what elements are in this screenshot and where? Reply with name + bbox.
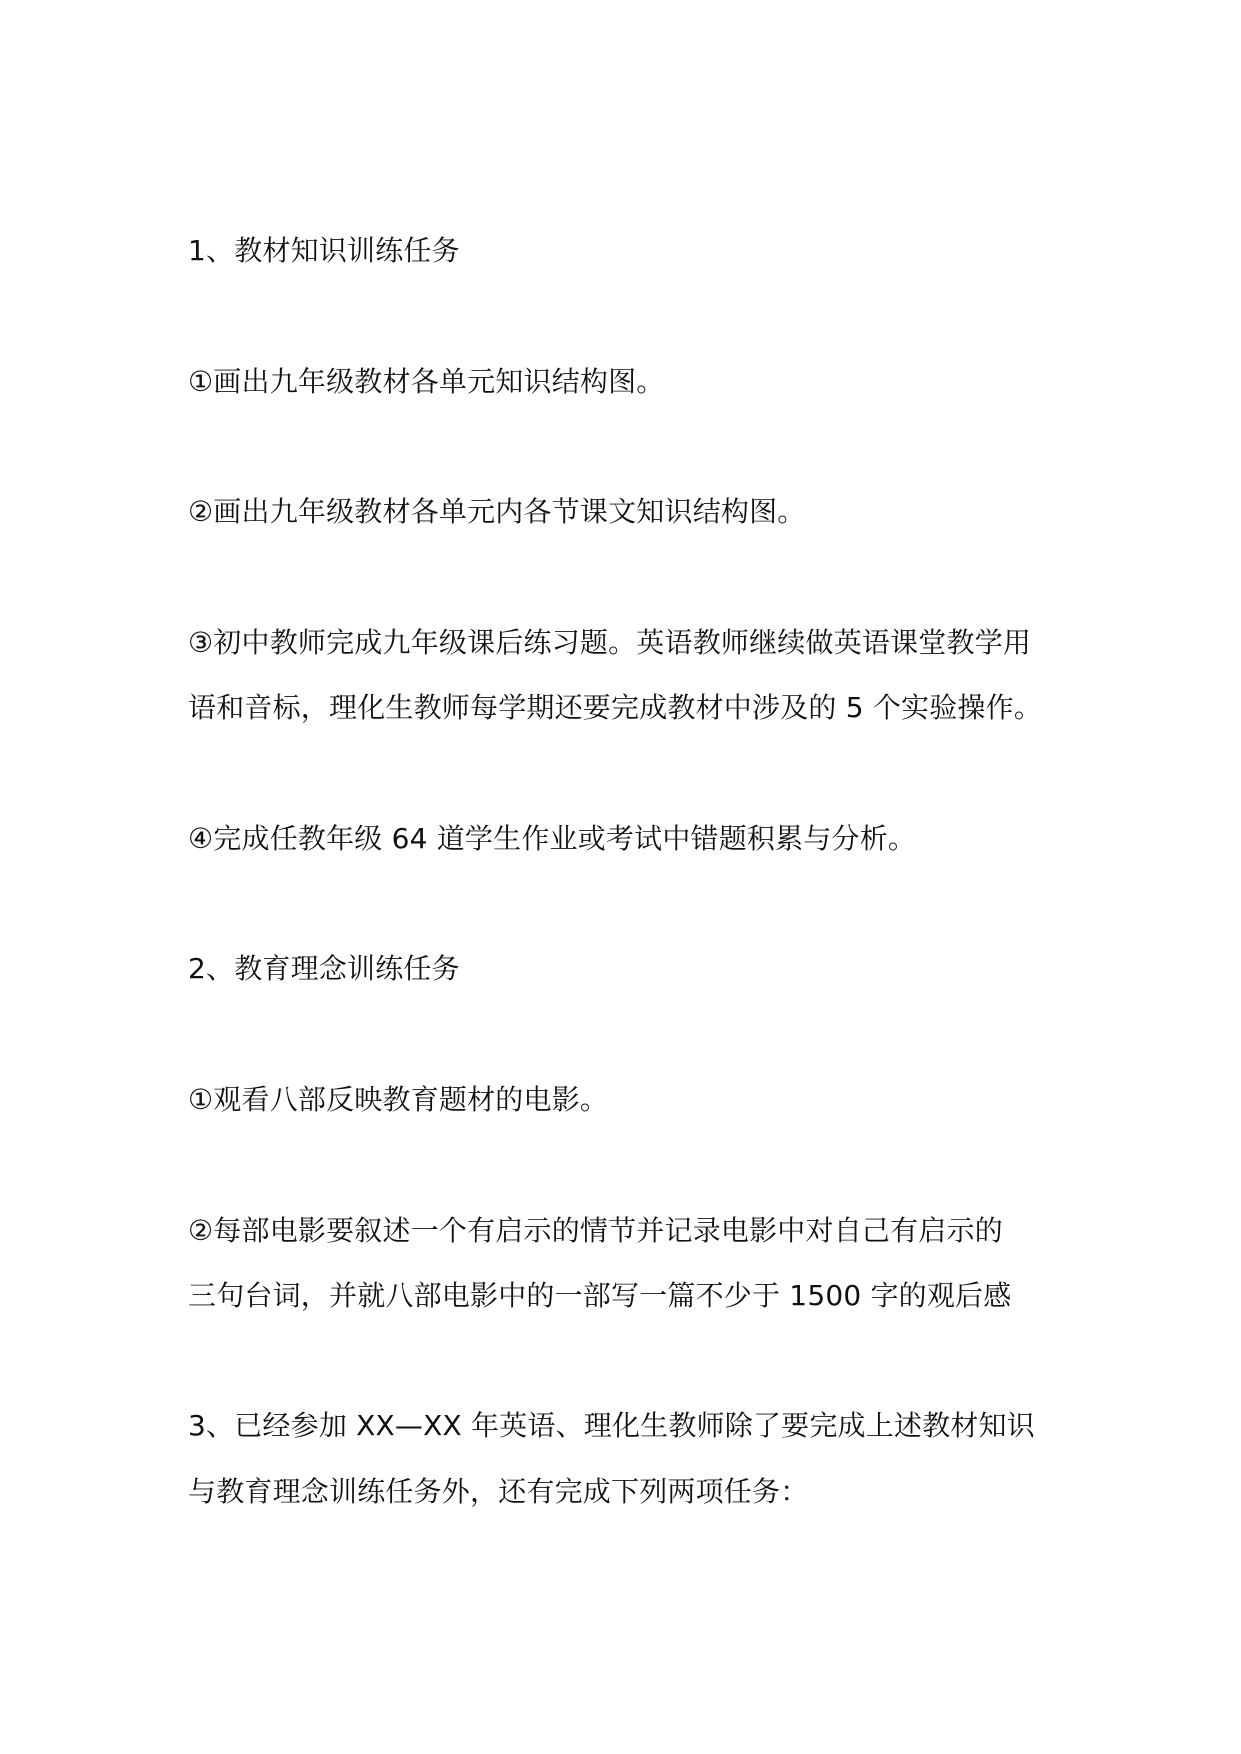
task-item-2-1: ①观看八部反映教育题材的电影。 [188,1083,609,1116]
task-item-2-2-line2: 三句台词，并就八部电影中的一部写一篇不少于 1500 字的观后感 [188,1279,1012,1312]
task-item-1-3-line1: ③初中教师完成九年级课后练习题。英语教师继续做英语课堂教学用 [188,626,1032,659]
section-heading-1: 1、教材知识训练任务 [188,234,460,267]
section-heading-3-line2: 与教育理念训练任务外，还有完成下列两项任务： [188,1475,809,1508]
section-heading-3-line1: 3、已经参加 XX—XX 年英语、理化生教师除了要完成上述教材知识 [188,1409,1035,1442]
section-heading-2: 2、教育理念训练任务 [188,952,460,985]
task-item-1-1: ①画出九年级教材各单元知识结构图。 [188,365,665,398]
task-item-1-3-line2: 语和音标，理化生教师每学期还要完成教材中涉及的 5 个实验操作。 [188,691,1043,724]
task-item-2-2-line1: ②每部电影要叙述一个有启示的情节并记录电影中对自己有启示的 [188,1214,1003,1247]
task-item-1-2: ②画出九年级教材各单元内各节课文知识结构图。 [188,495,806,528]
task-item-1-4: ④完成任教年级 64 道学生作业或考试中错题积累与分析。 [188,822,917,855]
